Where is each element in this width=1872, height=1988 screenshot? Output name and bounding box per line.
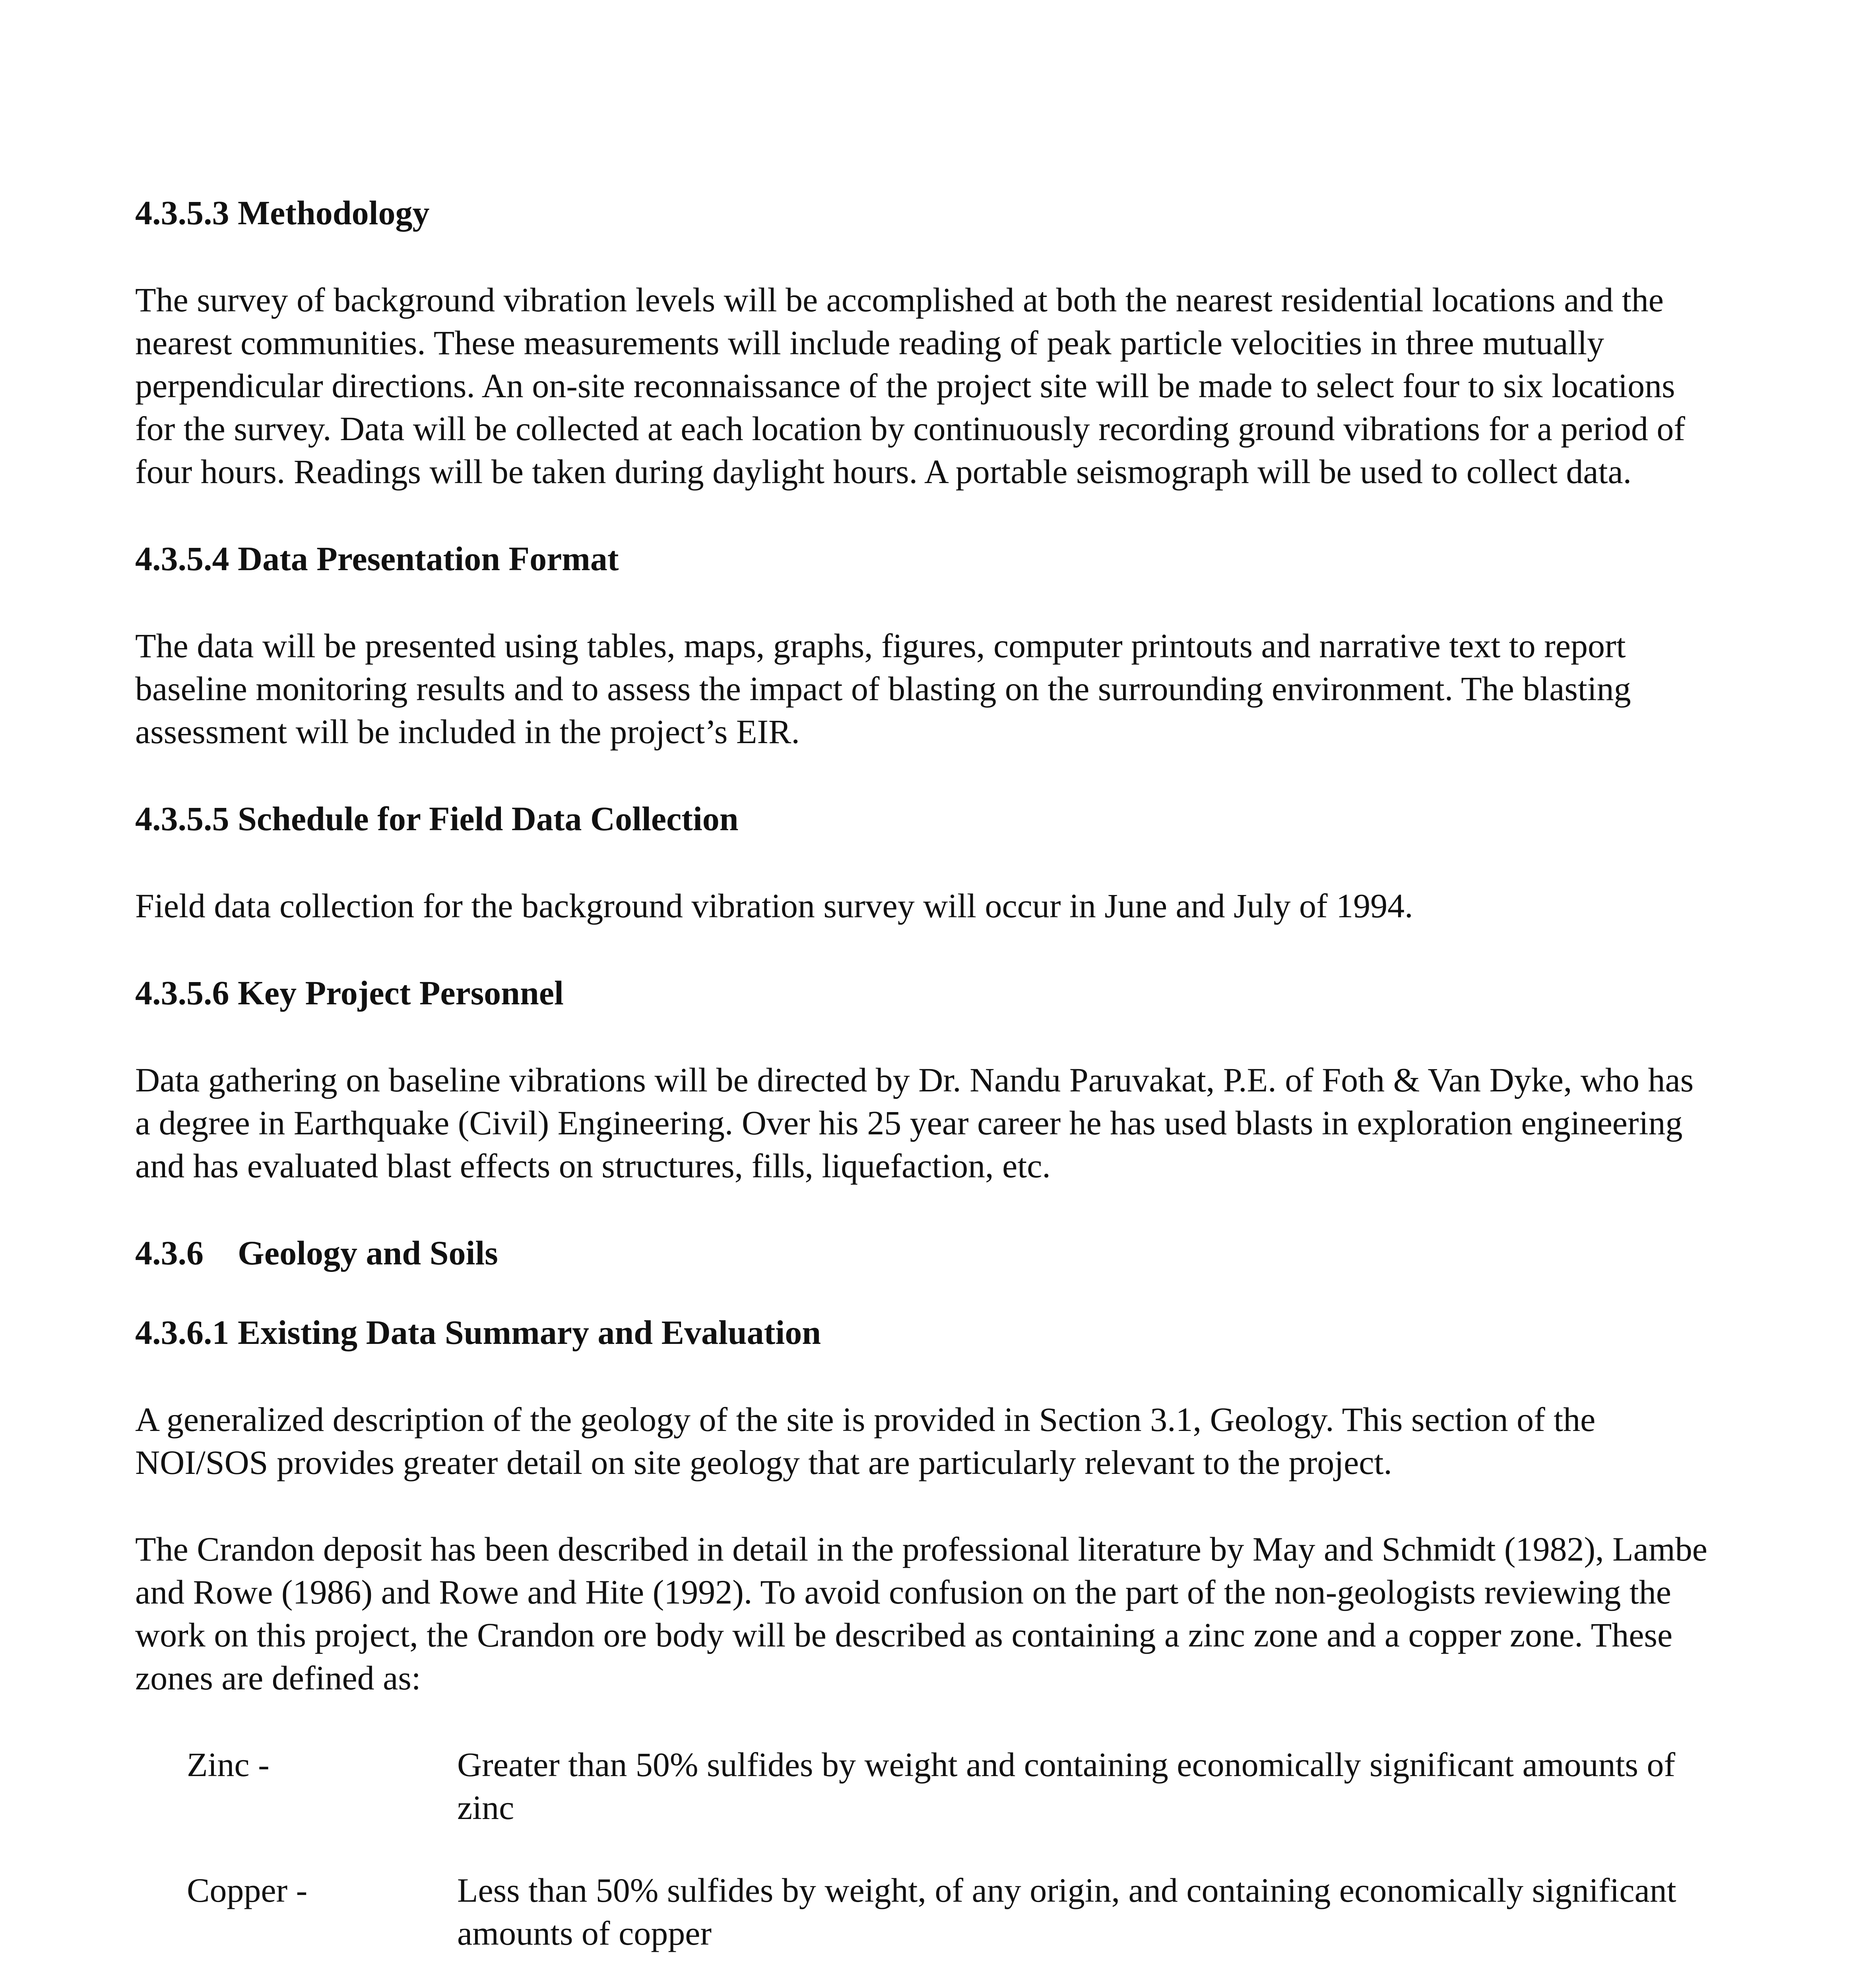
definition-text: Less than 50% sulfides by weight, of any origin, and containing economically significant amounts of copper [457, 1871, 1676, 1952]
definition-row-zinc [135, 1743, 1709, 1829]
methodology-paragraph: The survey of background vibration levels will be accomplished at both the nearest residential locations and the nearest communities. These measurements will include reading of peak particle velocities in three mutually perpendicular directions. An on-site reconnaissance of the project site will be made to select four to six locations for the survey. Data will be collected at each location by continuously recording ground vibrations for a period of four hours. Readings will be taken during daylight hours. A portable seismograph will be used to collect data. [135, 281, 1686, 491]
existing-data-paragraph-1: A generalized description of the geology of the site is provided in Section 3.1, Geology. This section of the NOI/SOS provides greater detail on site geology that are particularly relevant to the project. [135, 1400, 1596, 1481]
section-heading-methodology: 4.3.5.3 Methodology [135, 194, 430, 232]
section-heading-existing-data: 4.3.6.1 Existing Data Summary and Evaluation [135, 1313, 821, 1351]
schedule-paragraph: Field data collection for the background vibration survey will occur in June and July of 1994. [135, 887, 1413, 925]
data-presentation-paragraph: The data will be presented using tables, maps, graphs, figures, computer printouts and narrative text to report baseline monitoring results and to assess the impact of blasting on the surrounding environment. The blasting assessment will be included in the project’s EIR. [135, 627, 1631, 751]
definition-term: Copper - [187, 1871, 308, 1909]
definition-text: Greater than 50% sulfides by weight and containing economically significant amounts of zinc [457, 1745, 1676, 1827]
section-heading-data-presentation: 4.3.5.4 Data Presentation Format [135, 540, 619, 578]
key-personnel-paragraph: Data gathering on baseline vibrations will be directed by Dr. Nandu Paruvakat, P.E. of Foth & Van Dyke, who has a degree in Earthquake (Civil) Engineering. Over his 25 year career he has used blasts in exploration engineering and has evaluated blast effects on structures, fills, liquefaction, etc. [135, 1061, 1694, 1185]
section-heading-schedule: 4.3.5.5 Schedule for Field Data Collection [135, 800, 739, 838]
existing-data-paragraph-2: The Crandon deposit has been described in detail in the professional literature by May and Schmidt (1982), Lambe and Rowe (1986) and Rowe and Hite (1992). To avoid confusion on the part of the non-geologists reviewing the work on this project, the Crandon ore body will be described as containing a zinc zone and a copper zone. These zones are defined as: [135, 1530, 1707, 1697]
section-heading-key-personnel: 4.3.5.6 Key Project Personnel [135, 974, 564, 1012]
definition-row-copper [135, 1869, 1709, 1955]
page-body [135, 191, 1709, 1988]
definition-term: Zinc - [187, 1745, 270, 1784]
section-heading-geology-soils: 4.3.6 Geology and Soils [135, 1234, 498, 1272]
